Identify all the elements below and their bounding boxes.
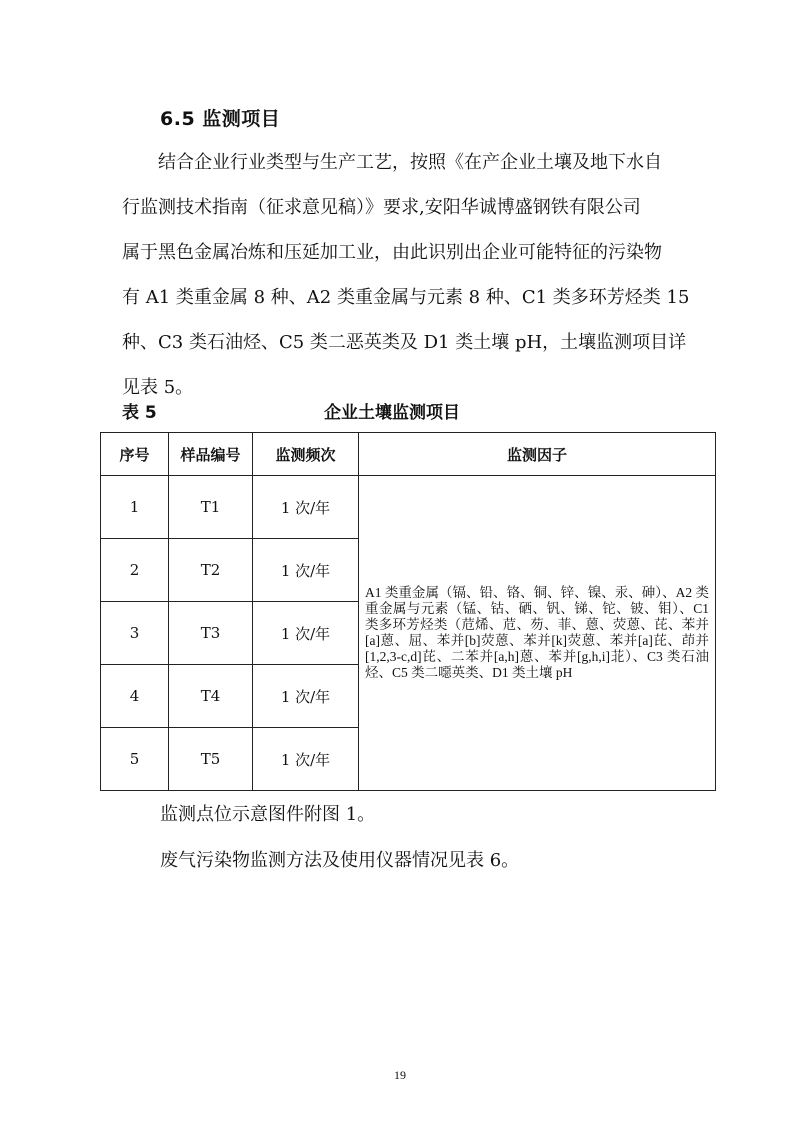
cell-frequency: 1 次/年 bbox=[253, 665, 359, 728]
table-header-row bbox=[101, 433, 716, 476]
table-title: 企业土壤监测项目 bbox=[324, 403, 460, 423]
paragraph-line: 属于黑色金属冶炼和压延加工业，由此识别出企业可能特征的污染物 bbox=[122, 242, 662, 263]
cell-serial: 3 bbox=[101, 602, 169, 665]
note-map-reference: 监测点位示意图件附图 1。 bbox=[160, 804, 376, 825]
cell-serial: 1 bbox=[101, 476, 169, 539]
cell-serial: 4 bbox=[101, 665, 169, 728]
cell-frequency: 1 次/年 bbox=[253, 539, 359, 602]
cell-sample-id: T2 bbox=[169, 539, 253, 602]
header-frequency: 监测频次 bbox=[253, 433, 359, 476]
cell-factors: A1 类重金属（镉、铅、铬、铜、锌、镍、汞、砷）、A2 类重金属与元素（锰、钴、硒、钒、锑、铊、铍、钼）、C1 类多环芳烃类（苊烯、苊、芴、菲、蒽、荧蒽、芘、苯并[a]蒽、屈、苯并[b]荧蒽、苯并[k]荧蒽、苯并[a]芘、茚并[1,2,3-c,d]芘、二苯并[a,h]蒽、苯并[g,h,i]苝）、C3 类石油烃、C5 类二噁英类、D1 类土壤 pH bbox=[359, 476, 716, 791]
paragraph-line: 种、C3 类石油烃、C5 类二恶英类及 D1 类土壤 pH，土壤监测项目详 bbox=[122, 332, 687, 353]
paragraph-line: 有 A1 类重金属 8 种、A2 类重金属与元素 8 种、C1 类多环芳烃类 15 bbox=[122, 287, 690, 308]
cell-sample-id: T5 bbox=[169, 728, 253, 791]
table-row bbox=[101, 476, 716, 539]
paragraph-line: 结合企业行业类型与生产工艺，按照《在产企业土壤及地下水自 bbox=[158, 152, 662, 173]
cell-sample-id: T1 bbox=[169, 476, 253, 539]
cell-serial: 2 bbox=[101, 539, 169, 602]
page-number: 19 bbox=[394, 1068, 406, 1082]
cell-sample-id: T3 bbox=[169, 602, 253, 665]
cell-serial: 5 bbox=[101, 728, 169, 791]
note-method-reference: 废气污染物监测方法及使用仪器情况见表 6。 bbox=[160, 850, 520, 871]
header-serial: 序号 bbox=[101, 433, 169, 476]
cell-frequency: 1 次/年 bbox=[253, 476, 359, 539]
header-sample-id: 样品编号 bbox=[169, 433, 253, 476]
section-paragraph bbox=[122, 140, 690, 410]
cell-frequency: 1 次/年 bbox=[253, 602, 359, 665]
cell-frequency: 1 次/年 bbox=[253, 728, 359, 791]
paragraph-line: 行监测技术指南（征求意见稿）》要求,安阳华诚博盛钢铁有限公司 bbox=[122, 197, 641, 218]
header-factors: 监测因子 bbox=[359, 433, 716, 476]
paragraph-line: 见表 5。 bbox=[122, 377, 194, 398]
cell-sample-id: T4 bbox=[169, 665, 253, 728]
table-number: 表 5 bbox=[122, 403, 157, 423]
section-heading: 6.5 监测项目 bbox=[160, 108, 281, 130]
soil-monitoring-table bbox=[100, 432, 716, 791]
